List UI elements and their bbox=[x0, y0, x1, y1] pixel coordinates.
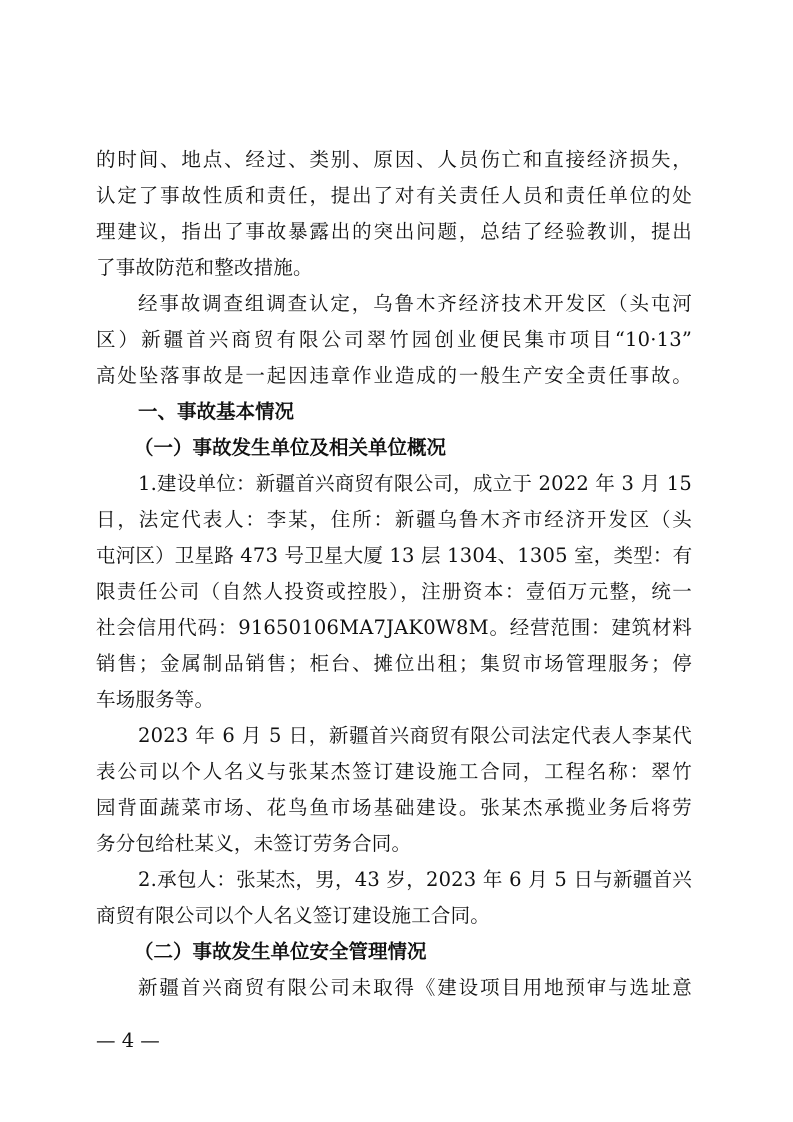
text-line: 日，法定代表人：李某，住所：新疆乌鲁木齐市经济开发区（头 bbox=[96, 508, 692, 531]
text-line: 2023 年 6 月 5 日，新疆首兴商贸有限公司法定代表人李某代 bbox=[138, 724, 692, 747]
section-heading: 一、事故基本情况 bbox=[138, 400, 295, 423]
text-line: 务分包给杜某义，未签订劳务合同。 bbox=[96, 832, 412, 855]
text-line: 商贸有限公司以个人名义签订建设施工合同。 bbox=[96, 904, 491, 927]
text-line: 区）新疆首兴商贸有限公司翠竹园创业便民集市项目“10·13” bbox=[96, 328, 692, 351]
text-line: 经事故调查组调查认定，乌鲁木齐经济技术开发区（头屯河 bbox=[138, 292, 692, 315]
text-line: 了事故防范和整改措施。 bbox=[96, 256, 313, 279]
text-line: 2.承包人：张某杰，男，43 岁，2023 年 6 月 5 日与新疆首兴 bbox=[138, 868, 692, 891]
subsection-heading: （一）事故发生单位及相关单位概况 bbox=[134, 436, 447, 459]
text-line: 限责任公司（自然人投资或控股），注册资本：壹佰万元整，统一 bbox=[96, 580, 692, 603]
text-line: 新疆首兴商贸有限公司未取得《建设项目用地预审与选址意 bbox=[138, 976, 692, 999]
text-line: 的时间、地点、经过、类别、原因、人员伤亡和直接经济损失， bbox=[96, 148, 692, 171]
text-line: 车场服务等。 bbox=[96, 688, 215, 711]
text-line: 认定了事故性质和责任，提出了对有关责任人员和责任单位的处 bbox=[96, 184, 692, 207]
text-line: 高处坠落事故是一起因违章作业造成的一般生产安全责任事故。 bbox=[96, 364, 692, 387]
page-number: — 4 — bbox=[96, 1029, 160, 1052]
text-line: 社会信用代码：91650106MA7JAK0W8M。经营范围：建筑材料 bbox=[96, 616, 692, 639]
text-line: 屯河区）卫星路 473 号卫星大厦 13 层 1304、1305 室，类型：有 bbox=[96, 544, 693, 567]
text-line: 表公司以个人名义与张某杰签订建设施工合同，工程名称：翠竹 bbox=[96, 760, 692, 783]
subsection-heading: （二）事故发生单位安全管理情况 bbox=[134, 940, 427, 963]
text-line: 1.建设单位：新疆首兴商贸有限公司，成立于 2022 年 3 月 15 bbox=[138, 472, 692, 495]
text-line: 理建议，指出了事故暴露出的突出问题，总结了经验教训，提出 bbox=[96, 220, 692, 243]
text-line: 园背面蔬菜市场、花鸟鱼市场基础建设。张某杰承揽业务后将劳 bbox=[96, 796, 692, 819]
text-line: 销售；金属制品销售；柜台、摊位出租；集贸市场管理服务；停 bbox=[96, 652, 692, 675]
